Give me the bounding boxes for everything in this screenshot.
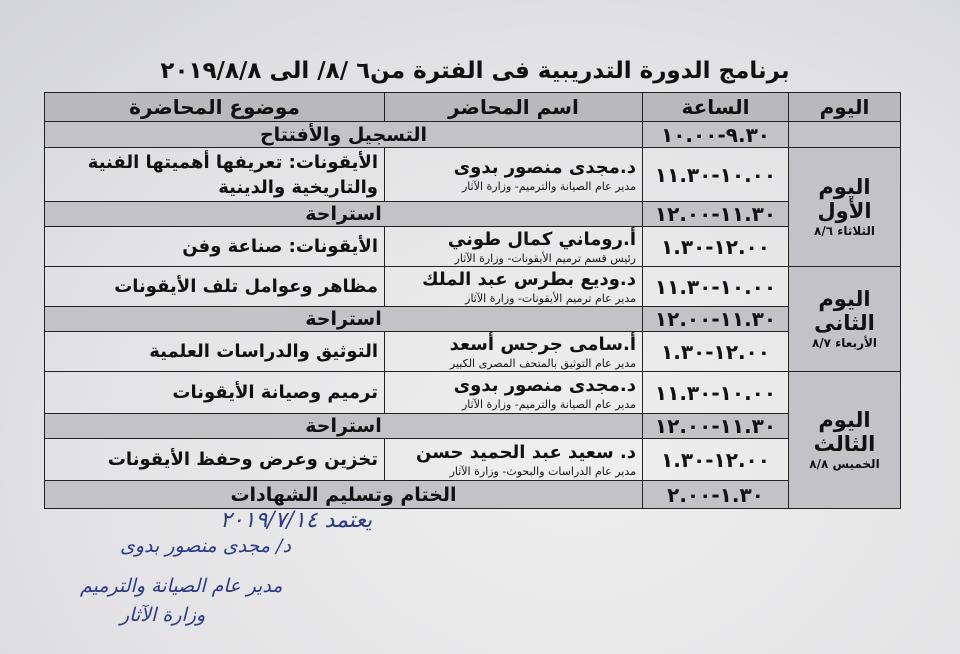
header-day: اليوم bbox=[789, 93, 901, 122]
day-cell-3 bbox=[789, 372, 901, 509]
day-cell-2 bbox=[789, 267, 901, 372]
table-row bbox=[45, 122, 901, 148]
signature-title: مدير عام الصيانة والترميم bbox=[80, 575, 283, 597]
lecturer-name: أ.سامى جرجس أسعد bbox=[449, 333, 636, 355]
topic-cell: الأيقونات: تعريفها أهميتها الفنية والتاريخية والدينية bbox=[45, 148, 385, 202]
signature-ministry: وزارة الآثار bbox=[120, 604, 206, 626]
time-cell: ١١.٣٠-١٢.٠٠ bbox=[643, 414, 789, 439]
time-cell: ١١.٣٠-١٢.٠٠ bbox=[643, 202, 789, 227]
time-cell: ١٠.٠٠-١١.٣٠ bbox=[643, 372, 789, 414]
lecturer-role: مدير عام الصيانة والترميم- وزارة الآثار bbox=[461, 397, 636, 411]
table-row bbox=[45, 267, 901, 307]
day-ordinal: الأول bbox=[817, 199, 872, 223]
header-lecturer: اسم المحاضر bbox=[385, 93, 643, 122]
time-cell: ١٠.٠٠-١١.٣٠ bbox=[643, 267, 789, 307]
signature-approval: يعتمد ٢٠١٩/٧/١٤ bbox=[220, 508, 373, 533]
day-date: الأربعاء ٨/٧ bbox=[811, 336, 878, 350]
session-span: التسجيل والأفتتاح bbox=[45, 122, 643, 148]
lecturer-role: رئيس قسم ترميم الأيقونات- وزارة الآثار bbox=[454, 251, 636, 265]
day-ordinal: الثانى bbox=[814, 311, 875, 335]
lecturer-role: مدير عام الدراسات والبحوث- وزارة الآثار bbox=[449, 464, 636, 478]
day-date: الثلاثاء ٨/٦ bbox=[814, 224, 875, 238]
table-row bbox=[45, 481, 901, 509]
schedule-table bbox=[44, 92, 901, 509]
header-topic: موضوع المحاضرة bbox=[45, 93, 385, 122]
topic-cell: التوثيق والدراسات العلمية bbox=[45, 332, 385, 372]
table-row bbox=[45, 372, 901, 414]
day-cell-1 bbox=[789, 148, 901, 267]
lecturer-role: مدير عام التوثيق بالمتحف المصرى الكبير bbox=[449, 356, 636, 370]
day-label: اليوم bbox=[818, 408, 871, 432]
table-row bbox=[45, 439, 901, 481]
time-cell: ١٢.٠٠-١.٣٠ bbox=[643, 227, 789, 267]
day-date: الخميس ٨/٨ bbox=[809, 457, 880, 471]
lecturer-cell bbox=[385, 148, 643, 202]
table-row bbox=[45, 227, 901, 267]
lecturer-cell bbox=[385, 332, 643, 372]
table-row bbox=[45, 202, 901, 227]
header-row bbox=[45, 93, 901, 122]
day-spacer bbox=[789, 122, 901, 148]
table-row bbox=[45, 148, 901, 202]
lecturer-cell bbox=[385, 372, 643, 414]
lecturer-cell bbox=[385, 439, 643, 481]
lecturer-cell bbox=[385, 227, 643, 267]
lecturer-role: مدير عام ترميم الأيقونات- وزارة الآثار bbox=[465, 291, 636, 305]
break-span: استراحة bbox=[45, 307, 643, 332]
day-label: اليوم bbox=[818, 287, 871, 311]
table-row bbox=[45, 332, 901, 372]
day-ordinal: الثالث bbox=[813, 432, 876, 456]
closing-span: الختام وتسليم الشهادات bbox=[45, 481, 643, 509]
lecturer-name: د.مجدى منصور بدوى bbox=[453, 374, 636, 396]
lecturer-name: د.وديع بطرس عبد الملك bbox=[422, 268, 636, 290]
lecturer-name: أ.روماني كمال طوني bbox=[447, 228, 636, 250]
signature-name: د/ مجدى منصور بدوى bbox=[120, 535, 291, 557]
time-cell: ٩.٣٠-١٠.٠٠ bbox=[643, 122, 789, 148]
time-cell: ١٢.٠٠-١.٣٠ bbox=[643, 332, 789, 372]
time-cell: ١١.٣٠-١٢.٠٠ bbox=[643, 307, 789, 332]
topic-cell: ترميم وصيانة الأيقونات bbox=[45, 372, 385, 414]
lecturer-cell bbox=[385, 267, 643, 307]
lecturer-name: د. سعيد عبد الحميد حسن bbox=[416, 441, 636, 463]
day-label: اليوم bbox=[818, 175, 871, 199]
lecturer-name: د.مجدى منصور بدوى bbox=[453, 156, 636, 178]
break-span: استراحة bbox=[45, 414, 643, 439]
time-cell: ١.٣٠-٢.٠٠ bbox=[643, 481, 789, 509]
lecturer-role: مدير عام الصيانة والترميم- وزارة الآثار bbox=[461, 179, 636, 193]
topic-cell: تخزين وعرض وحفظ الأيقونات bbox=[45, 439, 385, 481]
time-cell: ١٠.٠٠-١١.٣٠ bbox=[643, 148, 789, 202]
header-time: الساعة bbox=[643, 93, 789, 122]
table-row bbox=[45, 307, 901, 332]
document-title: برنامج الدورة التدريبية فى الفترة من٦ /٨/ الى ٢٠١٩/٨/٨ bbox=[160, 58, 790, 84]
table-row bbox=[45, 414, 901, 439]
topic-cell: مظاهر وعوامل تلف الأيقونات bbox=[45, 267, 385, 307]
topic-cell: الأيقونات: صناعة وفن bbox=[45, 227, 385, 267]
time-cell: ١٢.٠٠-١.٣٠ bbox=[643, 439, 789, 481]
break-span: استراحة bbox=[45, 202, 643, 227]
